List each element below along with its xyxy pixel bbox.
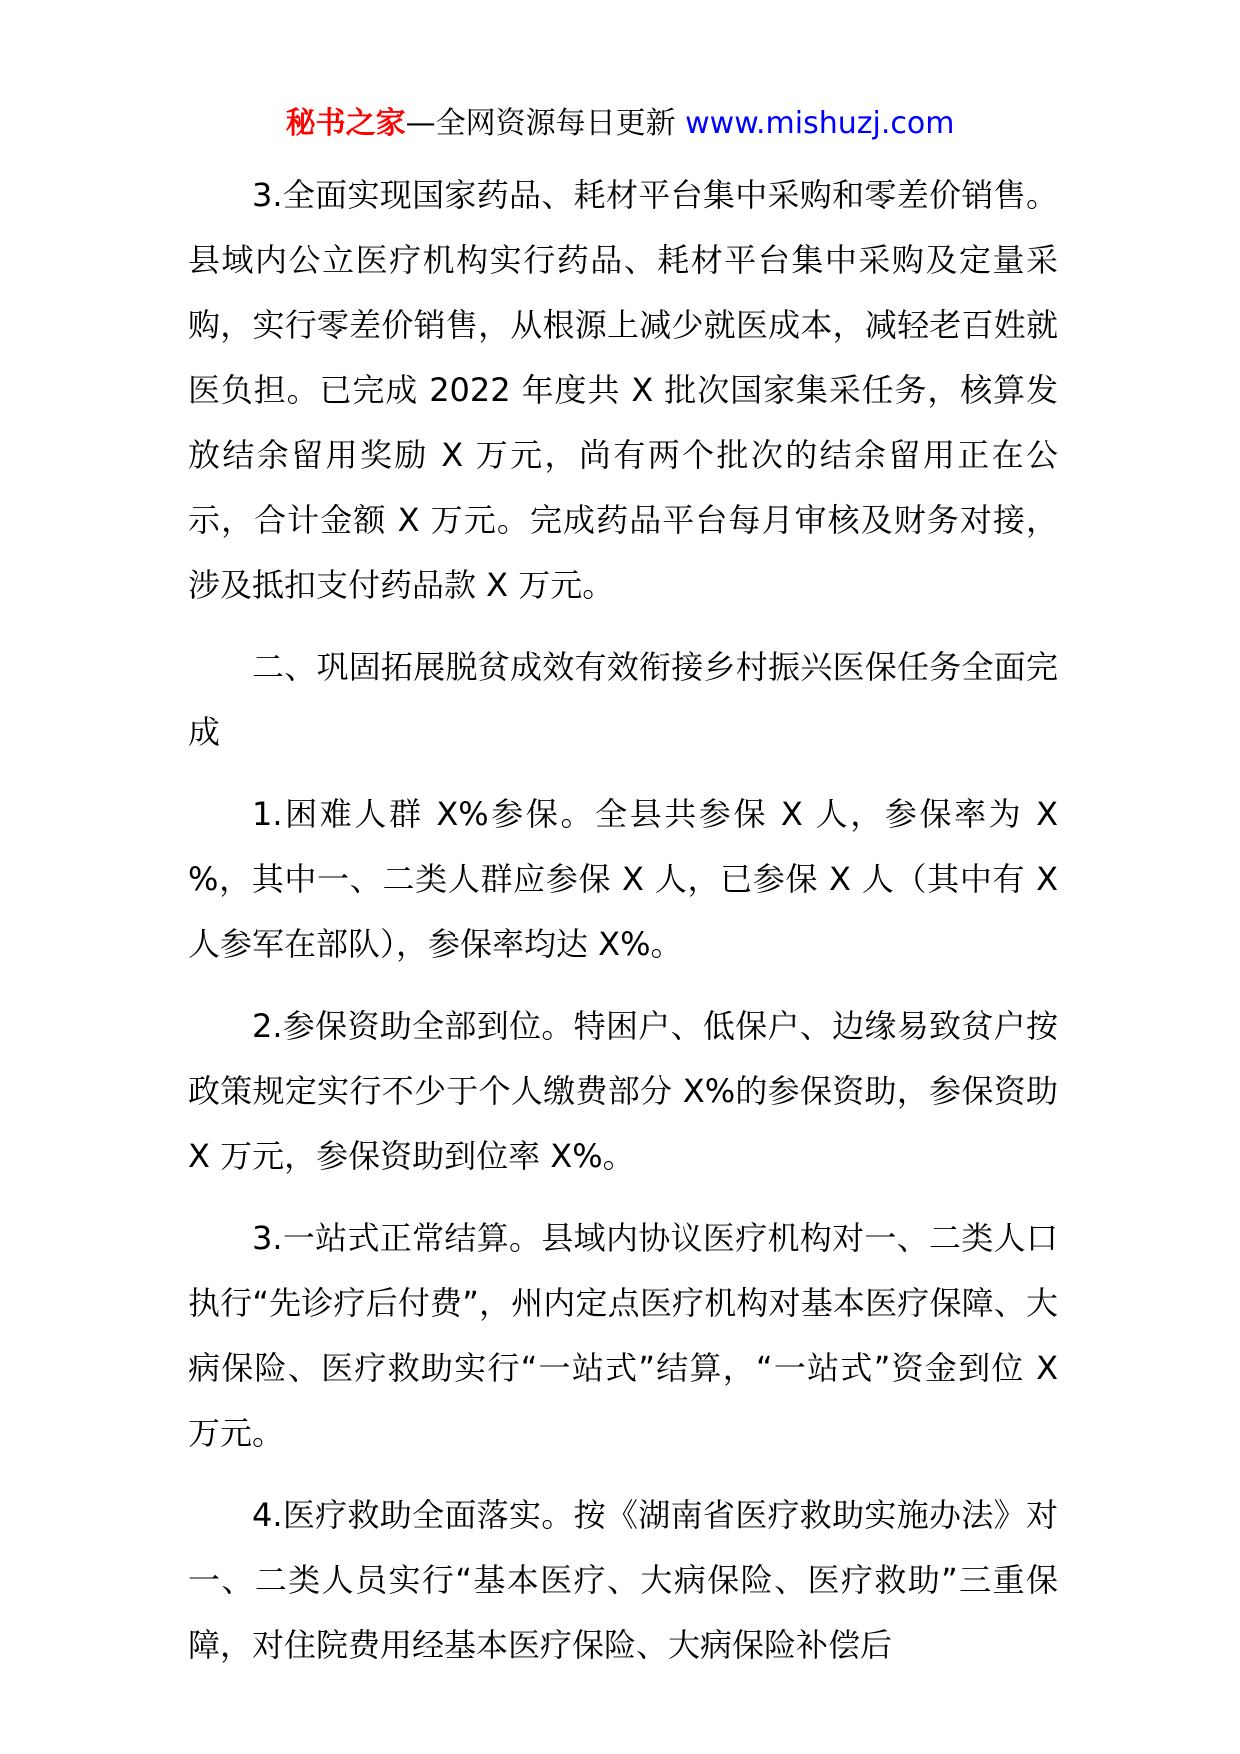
page-header — [0, 100, 1240, 148]
paragraph-medical-assistance: 4.医疗救助全面落实。按《湖南省医疗救助实施办法》对一、二类人员实行“基本医疗、大病保险、医疗救助”三重保障，对住院费用经基本医疗保险、大病保险补偿后 — [188, 1496, 1058, 1664]
document-body — [188, 163, 1058, 1695]
paragraph-enrollment-subsidy: 2.参保资助全部到位。特困户、低保户、边缘易致贫户按政策规定实行不少于个人缴费部分 X%的参保资助，参保资助 X 万元，参保资助到位率 X%。 — [188, 1007, 1058, 1175]
paragraph-insurance-enrollment: 1.困难人群 X%参保。全县共参保 X 人，参保率为 X %，其中一、二类人群应参保 X 人，已参保 X 人（其中有 X 人参军在部队），参保率均达 X%。 — [188, 795, 1058, 963]
site-tagline: —全网资源每日更新 — [405, 106, 686, 141]
site-url-link[interactable]: www.mishuzj.com — [685, 106, 955, 141]
section-heading-poverty-alleviation: 二、巩固拓展脱贫成效有效衔接乡村振兴医保任务全面完成 — [188, 648, 1058, 751]
paragraph-procurement: 3.全面实现国家药品、耗材平台集中采购和零差价销售。县域内公立医疗机构实行药品、耗材平台集中采购及定量采购，实行零差价销售，从根源上减少就医成本，减轻老百姓就医负担。已完成 2022 年度共 X 批次国家集采任务，核算发放结余留用奖励 X 万元，尚有两个批次的结余留用正在公示，合计金额 X 万元。完成药品平台每月审核及财务对接，涉及抵扣支付药品款 X 万元。 — [188, 176, 1058, 604]
paragraph-one-stop-settlement: 3.一站式正常结算。县域内协议医疗机构对一、二类人口执行“先诊疗后付费”，州内定点医疗机构对基本医疗保障、大病保险、医疗救助实行“一站式”结算，“一站式”资金到位 X 万元。 — [188, 1219, 1058, 1452]
site-brand: 秘书之家 — [285, 106, 406, 141]
